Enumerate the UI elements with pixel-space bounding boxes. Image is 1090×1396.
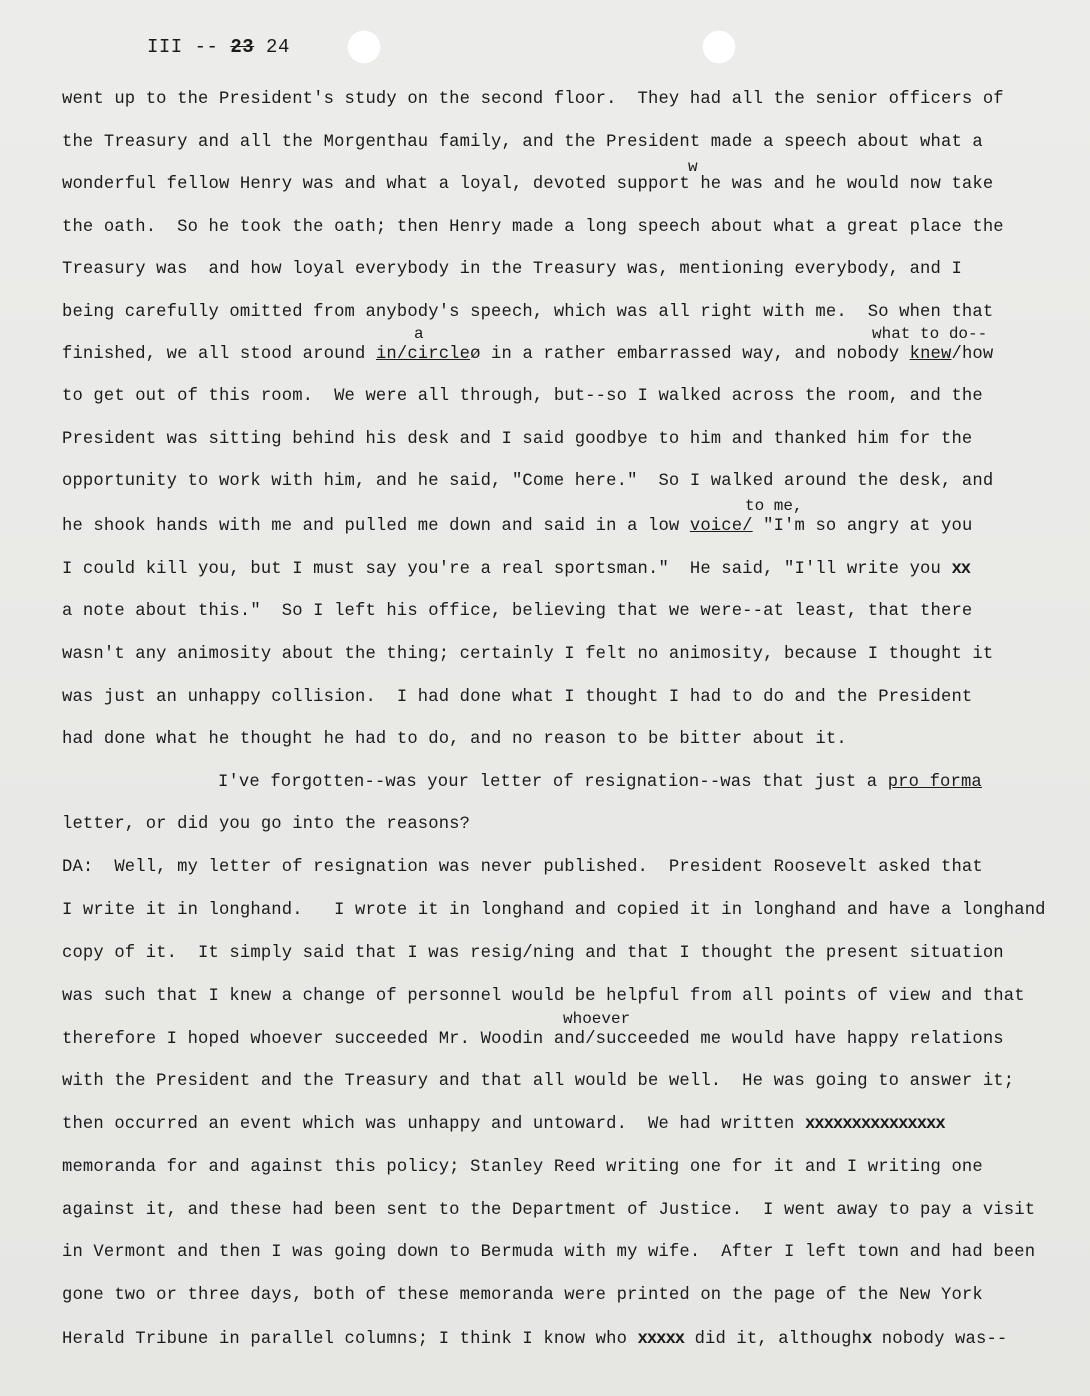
answer-line: was such that I knew a change of personnel would be helpful from all points of view and that xyxy=(62,987,1025,1006)
text-line: President was sitting behind his desk and I said goodbye to him and thanked him for the xyxy=(62,430,973,449)
text-line: the Treasury and all the Morgenthau family, and the President made a speech about what a xyxy=(62,133,983,152)
page-number: III -- 23 24 xyxy=(147,36,290,58)
typed-insertion: a xyxy=(414,325,424,343)
answer-line: memoranda for and against this policy; Stanley Reed writing one for it and I writing one xyxy=(62,1158,983,1177)
text-line: I could kill you, but I must say you're a real sportsman." He said, "I'll write you xx xyxy=(62,560,971,579)
answer-line: Herald Tribune in parallel columns; I think I know who xxxxx did it, althoughx nobody was-- xyxy=(62,1330,1008,1349)
question-line: letter, or did you go into the reasons? xyxy=(62,815,471,834)
text-line: had done what he thought he had to do, and no reason to be bitter about it. xyxy=(62,730,847,749)
text-line: wonderful fellow Henry was and what a loyal, devoted support he was and he would now take xyxy=(62,175,994,194)
text-line: being carefully omitted from anybody's speech, which was all right with me. So when that xyxy=(62,303,994,322)
punch-hole-right xyxy=(702,30,736,64)
answer-line: in Vermont and then I was going down to Bermuda with my wife. After I left town and had been xyxy=(62,1243,1036,1262)
text-line: a note about this." So I left his office, believing that we were--at least, that there xyxy=(62,602,973,621)
text-line: to get out of this room. We were all through, but--so I walked across the room, and the xyxy=(62,387,983,406)
text-line: opportunity to work with him, and he said, "Come here." So I walked around the desk, and xyxy=(62,472,994,491)
struck-page-number: 23 xyxy=(230,36,255,58)
answer-line: with the President and the Treasury and that all would be well. He was going to answer it; xyxy=(62,1072,1015,1091)
answer-line: DA: Well, my letter of resignation was never published. President Roosevelt asked that xyxy=(62,858,983,877)
struck-typing: x xyxy=(862,1330,872,1349)
answer-line: against it, and these had been sent to the Department of Justice. I went away to pay a visit xyxy=(62,1201,1036,1220)
answer-line: copy of it. It simply said that I was resig/ning and that I thought the present situation xyxy=(62,944,1004,963)
text-line: the oath. So he took the oath; then Henry made a long speech about what a great place the xyxy=(62,218,1004,237)
text-line: finished, we all stood around in/circleø in a rather embarrassed way, and nobody knew/how xyxy=(62,345,994,364)
answer-line: therefore I hoped whoever succeeded Mr. Woodin and/succeeded me would have happy relations xyxy=(62,1030,1004,1049)
typed-insertion: to me, xyxy=(745,497,803,515)
text-line: he shook hands with me and pulled me down and said in a low voice/ "I'm so angry at you xyxy=(62,517,973,536)
answer-line: I write it in longhand. I wrote it in longhand and copied it in longhand and have a longhand xyxy=(62,901,1046,920)
text-line: went up to the President's study on the second floor. They had all the senior officers of xyxy=(62,90,1004,109)
answer-line: gone two or three days, both of these memoranda were printed on the page of the New York xyxy=(62,1286,983,1305)
punch-hole-left xyxy=(347,30,381,64)
typed-insertion: what to do-- xyxy=(872,325,988,343)
question-line: I've forgotten--was your letter of resignation--was that just a pro forma xyxy=(218,773,982,792)
text-line: wasn't any animosity about the thing; certainly I felt no animosity, because I thought it xyxy=(62,645,994,664)
struck-typing: xx xyxy=(951,560,971,579)
handwritten-insertion: w xyxy=(688,158,698,176)
text-line: was just an unhappy collision. I had done what I thought I had to do and the President xyxy=(62,688,973,707)
struck-typing: xxxxxxxxxxxxxxx xyxy=(804,1115,945,1134)
typed-insertion: whoever xyxy=(563,1010,631,1028)
struck-typing: xxxxx xyxy=(637,1330,685,1349)
text-line: Treasury was and how loyal everybody in the Treasury was, mentioning everybody, and I xyxy=(62,260,962,279)
answer-line: then occurred an event which was unhappy and untoward. We had written xxxxxxxxxxxxxxx xyxy=(62,1115,945,1134)
